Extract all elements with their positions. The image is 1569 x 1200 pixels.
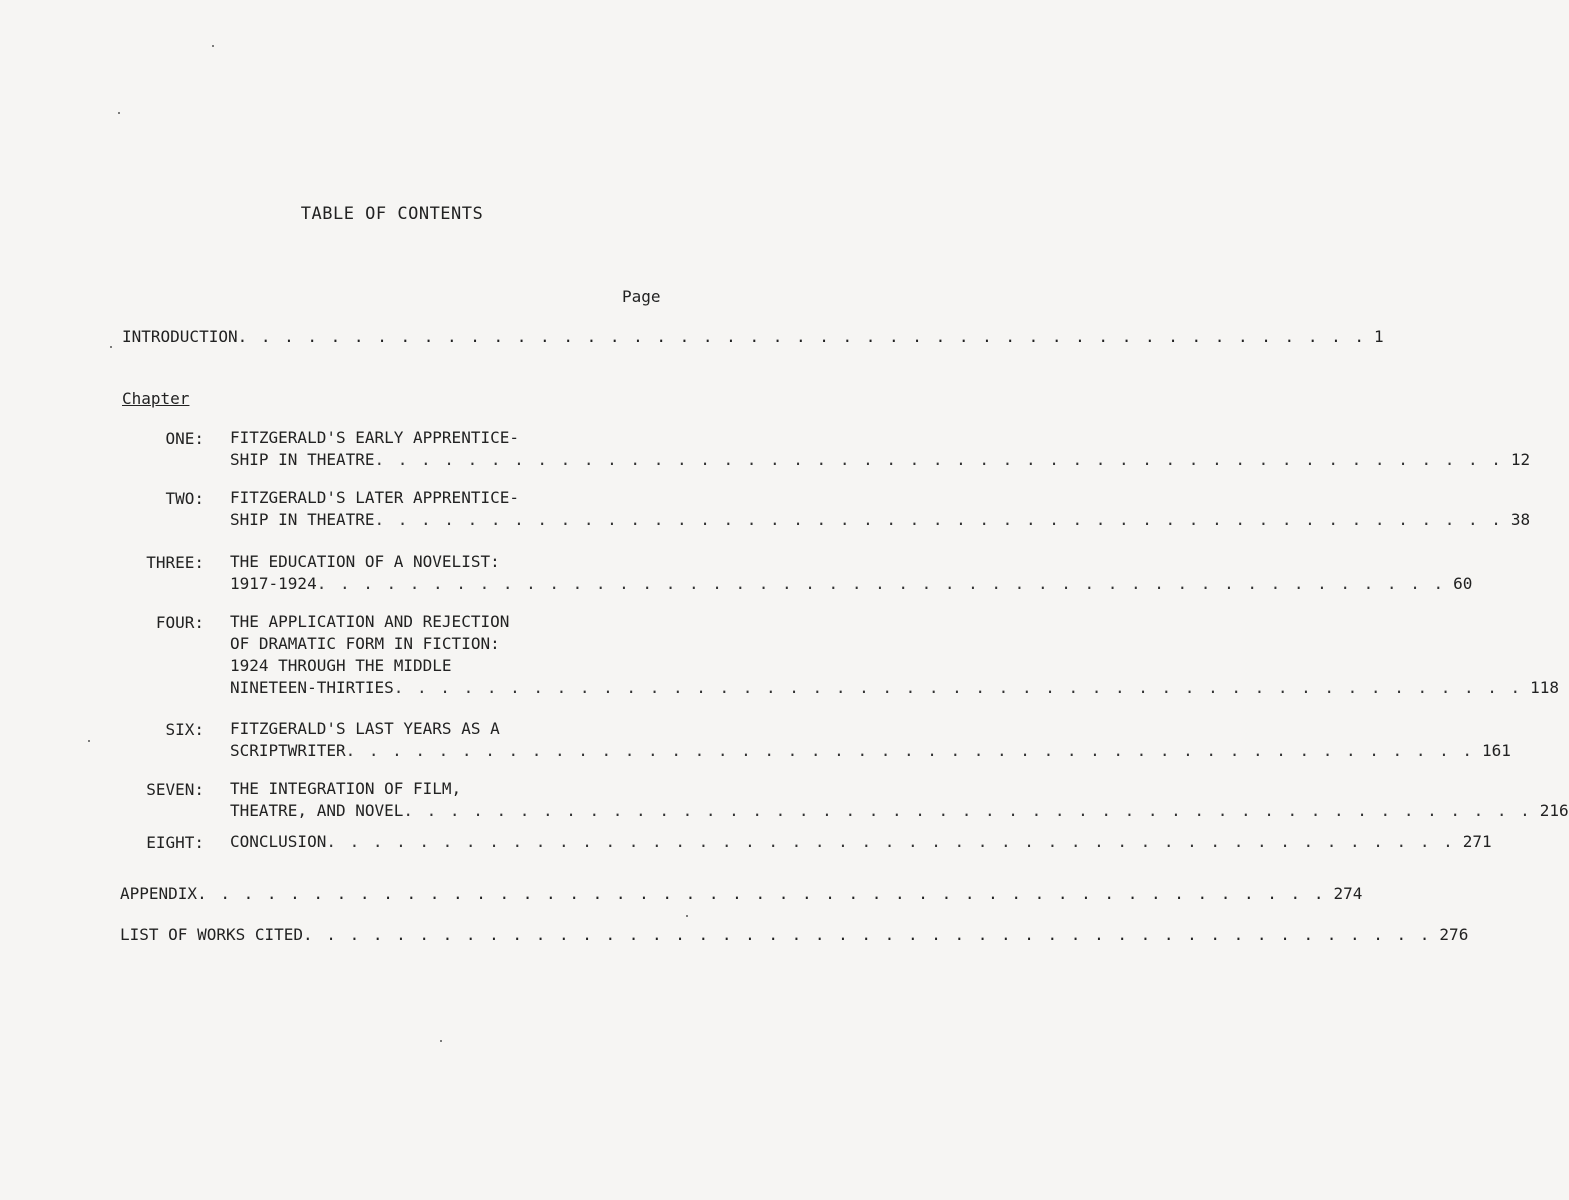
toc-entry-appendix — [120, 884, 1363, 903]
dot-leader: . . . . . . . . . . . . . . . . . . . . . . . . . . . . . . . . . . . . . . . . . . . . . . . . . — [303, 925, 1432, 944]
entry-page: 60 — [1453, 574, 1473, 593]
scan-speck — [686, 915, 688, 917]
entry-title-line: THE INTEGRATION OF FILM, — [230, 779, 462, 798]
entry-title: APPENDIX — [120, 884, 198, 903]
toc-entry-chapter-seven — [230, 778, 1569, 822]
toc-entry-chapter-six — [230, 718, 1511, 762]
toc-entry-introduction — [122, 327, 1384, 346]
entry-title-line: SHIP IN THEATRE — [230, 450, 375, 469]
dot-leader: . . . . . . . . . . . . . . . . . . . . . . . . . . . . . . . . . . . . . . . . . . . . . . . . . — [316, 574, 1446, 593]
toc-entry-chapter-three — [230, 551, 1473, 595]
entry-title-line: THEATRE, AND NOVEL — [230, 801, 404, 820]
chapter-number: THREE: — [146, 553, 204, 572]
entry-title-line: SHIP IN THEATRE — [230, 510, 375, 529]
chapter-number: TWO: — [165, 489, 204, 508]
scan-speck — [440, 1040, 442, 1042]
entry-title-line: FITZGERALD'S LAST YEARS AS A — [230, 719, 500, 738]
entry-page: 38 — [1510, 510, 1531, 529]
chapter-heading: Chapter — [122, 389, 190, 408]
page-column-label: Page — [622, 287, 661, 306]
dot-leader: . . . . . . . . . . . . . . . . . . . . . . . . . . . . . . . . . . . . . . . . . . . . . . . . . — [326, 832, 1455, 851]
entry-title-line: CONCLUSION — [230, 832, 327, 851]
toc-entry-chapter-one — [230, 427, 1531, 471]
chapter-number: SIX: — [165, 720, 204, 739]
entry-title-line: THE APPLICATION AND REJECTION — [230, 612, 510, 631]
entry-page: 274 — [1333, 884, 1363, 903]
entry-page: 1 — [1373, 327, 1384, 346]
entry-page: 161 — [1481, 741, 1511, 760]
entry-page: 276 — [1439, 925, 1469, 944]
entry-page: 271 — [1462, 832, 1492, 851]
dot-leader: . . . . . . . . . . . . . . . . . . . . . . . . . . . . . . . . . . . . . . . . . . . . . . . . . — [393, 678, 1523, 697]
dot-leader: . . . . . . . . . . . . . . . . . . . . . . . . . . . . . . . . . . . . . . . . . . . . . . . . . — [403, 801, 1532, 820]
entry-title: INTRODUCTION — [122, 327, 238, 346]
dot-leader: . . . . . . . . . . . . . . . . . . . . . . . . . . . . . . . . . . . . . . . . . . . . . . . . . — [345, 741, 1474, 760]
page-title: TABLE OF CONTENTS — [300, 204, 484, 224]
chapter-number: FOUR: — [155, 613, 204, 632]
entry-title-line: 1917-1924 — [230, 574, 317, 593]
entry-title-line: SCRIPTWRITER — [230, 741, 346, 760]
entry-page: 12 — [1510, 450, 1531, 469]
dot-leader: . . . . . . . . . . . . . . . . . . . . . . . . . . . . . . . . . . . . . . . . . . . . . . . . . — [197, 884, 1326, 903]
toc-entry-chapter-two — [230, 487, 1531, 531]
entry-title-line: FITZGERALD'S EARLY APPRENTICE- — [230, 428, 519, 447]
dot-leader: . . . . . . . . . . . . . . . . . . . . . . . . . . . . . . . . . . . . . . . . . . . . . . . . . — [374, 510, 1503, 529]
entry-page: 216 — [1539, 801, 1569, 820]
chapter-number: ONE: — [165, 429, 204, 448]
entry-title-line: THE EDUCATION OF A NOVELIST: — [230, 552, 500, 571]
toc-entry-chapter-eight — [230, 831, 1492, 853]
dot-leader: . . . . . . . . . . . . . . . . . . . . . . . . . . . . . . . . . . . . . . . . . . . . . . . . . — [374, 450, 1503, 469]
scan-speck — [118, 112, 120, 114]
entry-title: LIST OF WORKS CITED — [120, 925, 304, 944]
chapter-number: SEVEN: — [146, 780, 204, 799]
scan-speck — [110, 346, 112, 348]
entry-page: 118 — [1530, 678, 1560, 697]
entry-title-line: OF DRAMATIC FORM IN FICTION: — [230, 634, 500, 653]
toc-entry-chapter-four — [230, 611, 1560, 699]
scan-speck — [88, 740, 90, 742]
entry-title-line: 1924 THROUGH THE MIDDLE — [230, 656, 452, 675]
entry-title-line: NINETEEN-THIRTIES — [230, 678, 394, 697]
entry-title-line: FITZGERALD'S LATER APPRENTICE- — [230, 488, 519, 507]
dot-leader: . . . . . . . . . . . . . . . . . . . . . . . . . . . . . . . . . . . . . . . . . . . . . . . . . — [237, 327, 1366, 346]
scan-speck — [212, 45, 214, 47]
toc-entry-works-cited — [120, 925, 1469, 944]
chapter-number: EIGHT: — [146, 833, 204, 852]
